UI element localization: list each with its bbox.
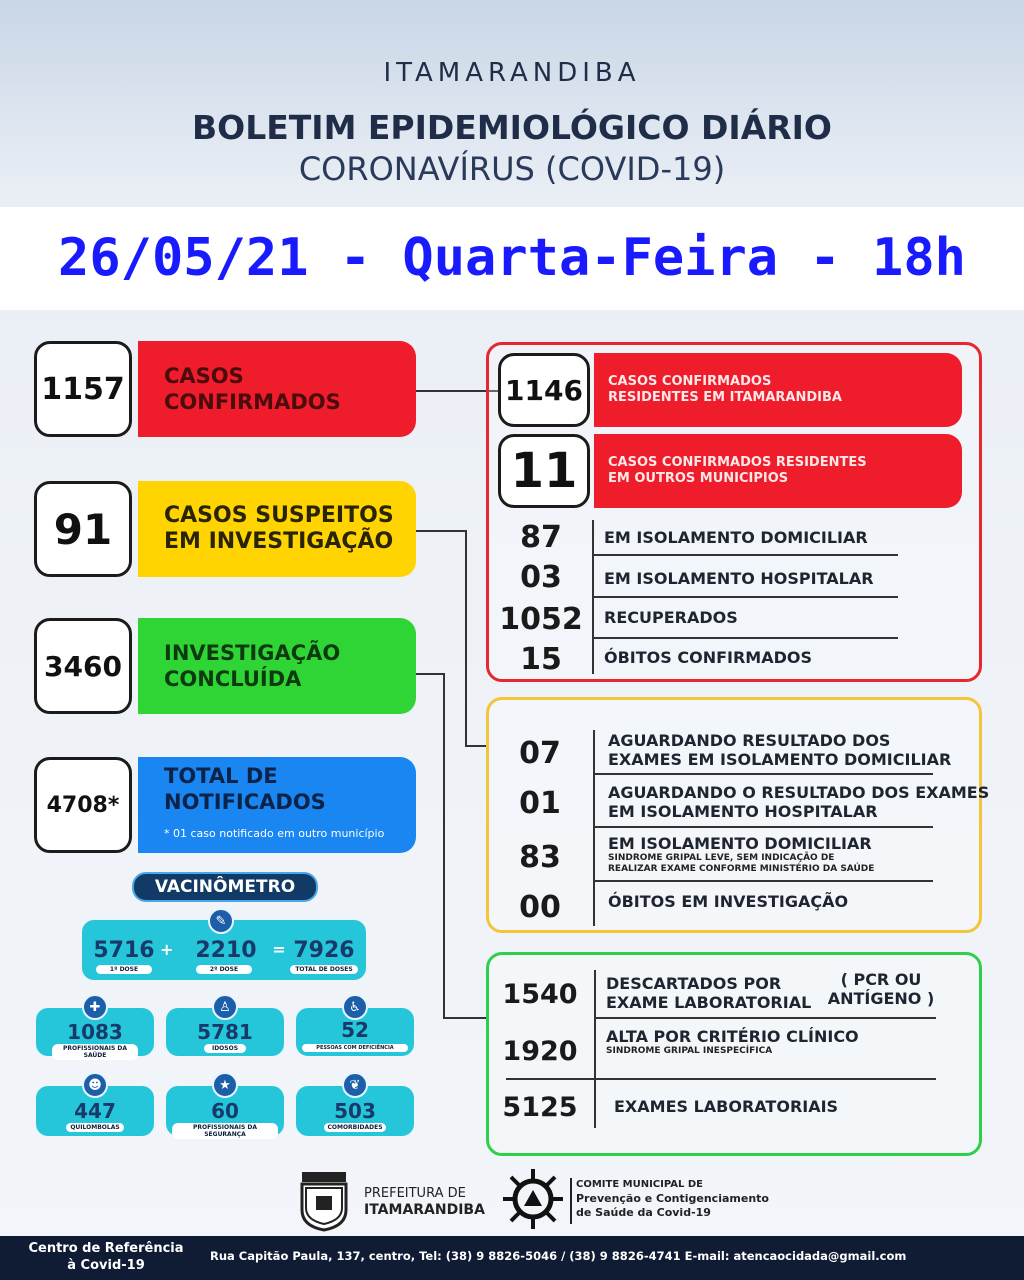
confirmed-label-line1: CASOS (164, 364, 244, 388)
group-security-value: 60 (211, 1099, 239, 1123)
mild-isolation-label (608, 834, 874, 875)
discarded-test-type-line2: ANTÍGENO ) (827, 989, 935, 1008)
notified-footnote: * 01 caso notificado em outro município (164, 827, 385, 840)
isolation-hospital-value: 03 (520, 559, 562, 595)
group-quilombolas-label: QUILOMBOLAS (66, 1123, 124, 1132)
health-worker-icon: ✚ (82, 994, 108, 1020)
reference-center (8, 1240, 204, 1274)
bulletin-subtitle: CORONAVÍRUS (COVID-19) (298, 150, 726, 188)
contact-info: Rua Capitão Paula, 137, centro, Tel: (38) 9 8826-5046 / (38) 9 8826-4741 E-mail: atencaocidada@gmail.com (210, 1249, 907, 1263)
wheelchair-icon: ♿ (342, 994, 368, 1020)
suspected-label-bar (138, 481, 416, 577)
confirmed-others-label (594, 434, 962, 508)
discarded-value: 1540 (502, 978, 578, 1010)
comite-text (576, 1178, 769, 1220)
suspected-label-line2: EM INVESTIGAÇÃO (164, 529, 394, 554)
reference-center-line1: Centro de Referência (28, 1241, 184, 1256)
elderly-icon: ♙ (212, 994, 238, 1020)
police-icon: ★ (212, 1072, 238, 1098)
suspected-label-line1: CASOS SUSPEITOS (164, 503, 394, 528)
row-separator (593, 773, 933, 775)
notified-label-line2: NOTIFICADOS (164, 790, 326, 814)
person-icon: ☻ (82, 1072, 108, 1098)
clinical-discharge-label (606, 1027, 859, 1057)
concluded-label-bar (138, 618, 416, 714)
reference-center-line2: à Covid-19 (67, 1258, 145, 1273)
confirmed-residents-value: 1146 (498, 353, 590, 427)
notified-label-bar (138, 757, 416, 853)
discarded-test-type-line1: ( PCR OU (840, 970, 922, 989)
row-separator (593, 880, 933, 882)
group-quilombolas-value: 447 (74, 1099, 116, 1123)
mild-isolation-sub1: SINDROME GRIPAL LEVE, SEM INDICAÇÃO DE (608, 853, 835, 863)
comite-line3: de Saúde da Covid-19 (576, 1206, 711, 1219)
recovered-value: 1052 (499, 601, 583, 637)
notified-total: 4708* (34, 757, 132, 853)
lab-exams-label: EXAMES LABORATORIAIS (614, 1097, 839, 1116)
group-disability-label: PESSOAS COM DEFICIÊNCIA (302, 1044, 408, 1052)
group-security-label: PROFISSIONAIS DA SEGURANÇA (172, 1123, 278, 1139)
vaccinometer-title: VACINÔMETRO (132, 872, 318, 902)
awaiting-hospital-value: 01 (519, 785, 561, 821)
connector-suspected-h (416, 530, 466, 532)
plus-sign: + (160, 940, 174, 959)
lungs-icon: ❦ (342, 1072, 368, 1098)
connector-concluded-h (416, 673, 444, 675)
awaiting-home-line1: AGUARDANDO RESULTADO DOS (608, 731, 891, 750)
connector-suspected-v (465, 530, 467, 746)
city-coat-of-arms-icon (296, 1170, 352, 1232)
row-separator (506, 1078, 936, 1080)
footer-bar (0, 1236, 1024, 1280)
confirmed-residents-line1: CASOS CONFIRMADOS (608, 374, 772, 389)
dose2-label: 2º DOSE (196, 965, 252, 974)
total-doses-label: TOTAL DE DOSES (290, 965, 358, 974)
awaiting-home-label (608, 731, 951, 769)
confirmed-residents-line2: RESIDENTES EM ITAMARANDIBA (608, 390, 842, 405)
group-comorbidities-label: COMORBIDADES (324, 1123, 386, 1132)
row-separator (594, 1017, 936, 1019)
group-elderly-label: IDOSOS (204, 1044, 246, 1053)
awaiting-hospital-label (608, 783, 989, 821)
discarded-test-type (826, 970, 936, 1008)
lab-exams-value: 5125 (502, 1091, 578, 1123)
discarded-line2: EXAME LABORATORIAL (606, 993, 812, 1012)
mild-isolation-sub2: REALIZAR EXAME CONFORME MINISTÉRIO DA SAÚDE (608, 864, 875, 874)
confirmed-others-line1: CASOS CONFIRMADOS RESIDENTES (608, 455, 867, 470)
deaths-investigation-value: 00 (519, 889, 561, 925)
awaiting-home-line2: EXAMES EM ISOLAMENTO DOMICILIAR (608, 750, 952, 769)
city-name: ITAMARANDIBA (383, 58, 641, 88)
mild-isolation-value: 83 (519, 839, 561, 875)
concluded-label-line2: CONCLUÍDA (164, 667, 302, 691)
group-disability-value: 52 (341, 1018, 369, 1042)
dose1-value: 5716 (93, 938, 155, 963)
syringe-icon: ✎ (208, 908, 234, 934)
recovered-label: RECUPERADOS (604, 608, 738, 627)
isolation-home-value: 87 (520, 519, 562, 555)
row-separator (593, 826, 933, 828)
total-doses-value: 7926 (293, 938, 355, 963)
confirmed-others-line2: EM OUTROS MUNICIPIOS (608, 471, 789, 486)
confirmed-residents-label (594, 353, 962, 427)
row-separator (592, 596, 898, 598)
notified-label-line1: TOTAL DE (164, 764, 278, 788)
deaths-label: ÓBITOS CONFIRMADOS (604, 648, 813, 667)
deaths-investigation-label: ÓBITOS EM INVESTIGAÇÃO (608, 892, 849, 911)
virus-icon (500, 1166, 566, 1232)
bulletin-date: 26/05/21 - Quarta-Feira - 18h (58, 228, 966, 288)
mild-isolation-line1: EM ISOLAMENTO DOMICILIAR (608, 834, 872, 853)
confirmed-total: 1157 (34, 341, 132, 437)
deaths-value: 15 (520, 641, 562, 677)
discarded-label (606, 974, 811, 1012)
prefeitura-line2: ITAMARANDIBA (364, 1202, 485, 1218)
discarded-line1: DESCARTADOS POR (606, 974, 782, 993)
comite-line1: COMITE MUNICIPAL DE (576, 1179, 704, 1190)
connector-concluded-h2 (443, 1017, 489, 1019)
awaiting-hospital-line2: EM ISOLAMENTO HOSPITALAR (608, 802, 878, 821)
concluded-rows-divider (594, 970, 596, 1128)
suspected-total: 91 (34, 481, 132, 577)
group-health-value: 1083 (67, 1020, 123, 1044)
clinical-discharge-sub1: SINDROME GRIPAL INESPECÍFICA (606, 1046, 773, 1056)
awaiting-home-value: 07 (519, 735, 561, 771)
clinical-discharge-line1: ALTA POR CRITÉRIO CLÍNICO (606, 1027, 859, 1046)
logo-divider (570, 1178, 572, 1224)
concluded-label-line1: INVESTIGAÇÃO (164, 641, 341, 665)
confirmed-others-value: 11 (498, 434, 590, 508)
dose1-label: 1º DOSE (96, 965, 152, 974)
isolation-hospital-label: EM ISOLAMENTO HOSPITALAR (604, 569, 874, 588)
comite-line2: Prevenção e Contigenciamento (576, 1192, 769, 1205)
clinical-discharge-value: 1920 (502, 1035, 578, 1067)
group-elderly-value: 5781 (197, 1020, 253, 1044)
bulletin-title: BOLETIM EPIDEMIOLÓGICO DIÁRIO (192, 108, 832, 147)
confirmed-label-bar (138, 341, 416, 437)
confirmed-label-line2: CONFIRMADOS (164, 390, 341, 414)
group-comorbidities-value: 503 (334, 1099, 376, 1123)
concluded-total: 3460 (34, 618, 132, 714)
row-separator (592, 637, 898, 639)
suspected-rows-divider (593, 730, 595, 926)
equals-sign: = (272, 940, 286, 959)
group-health-label: PROFISSIONAIS DA SAÚDE (52, 1044, 138, 1060)
date-bar (0, 207, 1024, 310)
connector-concluded-v (443, 673, 445, 1018)
row-separator (592, 554, 898, 556)
dose2-value: 2210 (195, 938, 257, 963)
isolation-home-label: EM ISOLAMENTO DOMICILIAR (604, 528, 868, 547)
awaiting-hospital-line1: AGUARDANDO O RESULTADO DOS EXAMES (608, 783, 990, 802)
prefeitura-line1: PREFEITURA DE (364, 1186, 466, 1201)
